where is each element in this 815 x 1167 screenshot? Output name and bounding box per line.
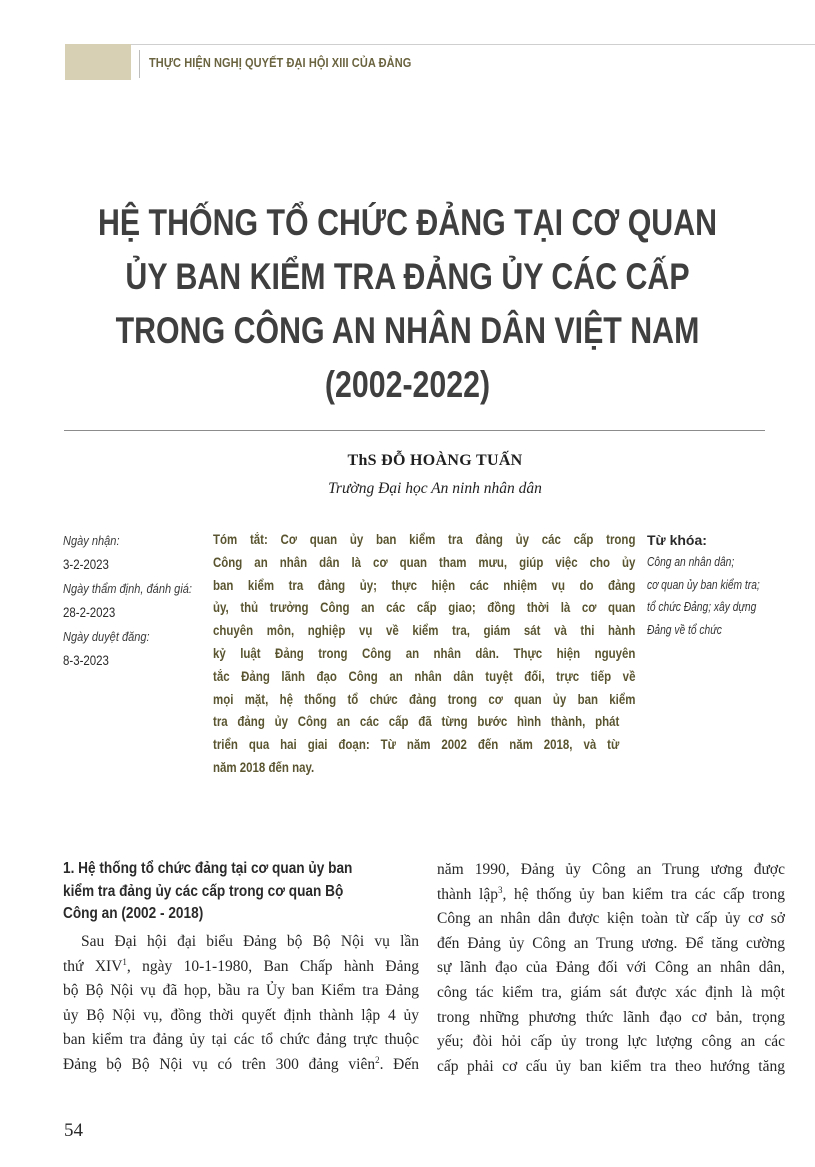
footnote-ref: 1 xyxy=(122,956,127,967)
body-text: thành lập xyxy=(437,885,498,903)
body-text: Đảng bộ Bộ Nội vụ có trên 300 đảng viên xyxy=(63,1055,376,1073)
body-line: bộ Bộ Nội vụ đã họp, bầu ra Ủy ban Kiểm tra Đảng xyxy=(63,982,419,1000)
reviewed-date: 28-2-2023 xyxy=(63,605,116,620)
article-dates xyxy=(63,529,213,673)
title-line: HỆ THỐNG TỔ CHỨC ĐẢNG TẠI CƠ QUAN xyxy=(97,202,718,243)
keyword-line: Công an nhân dân; xyxy=(647,555,735,569)
author-affiliation: Trường Đại học An ninh nhân dân xyxy=(328,480,542,497)
author-name: ThS ĐỖ HOÀNG TUẤN xyxy=(347,452,523,469)
body-column-right xyxy=(437,858,785,1079)
footnote-ref: 3 xyxy=(498,884,503,895)
body-line: sự lãnh đạo của Đảng đối với Công an nhân dân, xyxy=(437,959,785,977)
running-title: THỰC HIỆN NGHỊ QUYẾT ĐẠI HỘI XIII CỦA ĐẢNG xyxy=(149,56,412,70)
body-line: công tác kiểm tra, giám sát được xác định là một xyxy=(437,983,785,1001)
body-text: . Đến xyxy=(379,1055,419,1073)
body-line: ban kiểm tra đảng ủy tại các tổ chức đảng trực thuộc xyxy=(63,1031,419,1049)
header-divider xyxy=(139,50,140,78)
abstract-line: tắc Đảng lãnh đạo Công an nhân dân tuyệt đối, trực tiếp về xyxy=(213,668,636,684)
running-header xyxy=(65,44,815,80)
body-line: Công an nhân dân được kiện toàn từ cấp ủy cơ sở xyxy=(437,910,785,928)
abstract-line: chuyên môn, nghiệp vụ về kiểm tra, giám sát và thi hành xyxy=(213,623,636,639)
title-line: TRONG CÔNG AN NHÂN DÂN VIỆT NAM xyxy=(115,310,700,351)
abstract-line: Tóm tắt: Cơ quan ủy ban kiểm tra đảng ủy các cấp trong xyxy=(213,532,636,547)
header-rule xyxy=(131,44,815,45)
abstract-line: Công an nhân dân là cơ quan tham mưu, giúp việc cho ủy xyxy=(213,554,636,570)
body-line: Sau Đại hội đại biểu Đảng bộ Bộ Nội vụ lần xyxy=(81,933,419,950)
abstract-line: mọi mặt, hệ thống tổ chức đảng trong cơ quan ủy ban kiểm xyxy=(213,691,636,707)
body-line: cấp phải cơ cấu ủy ban kiểm tra theo hướng tăng xyxy=(437,1057,785,1075)
title-line: ỦY BAN KIỂM TRA ĐẢNG ỦY CÁC CẤP xyxy=(125,256,690,297)
body-line: yếu; đòi hỏi cấp ủy trong lực lượng công an các xyxy=(437,1033,785,1051)
header-color-tab xyxy=(65,44,131,80)
body-line: trong những phương thức lãnh đạo cơ bản, trọng xyxy=(437,1008,785,1026)
approved-label: Ngày duyệt đăng: xyxy=(63,629,150,644)
abstract-line: triển qua hai giai đoạn: Từ năm 2002 đến năm 2018, và từ xyxy=(213,737,620,753)
reviewed-label: Ngày thẩm định, đánh giá: xyxy=(63,581,193,596)
abstract-line: kỷ luật Đảng trong Công an nhân dân. Thực hiện nguyên xyxy=(213,645,636,661)
approved-date: 8-3-2023 xyxy=(63,653,109,668)
page-number: 54 xyxy=(64,1120,83,1141)
body-line: đến Đảng ủy Công an Trung ương. Để tăng cường xyxy=(437,934,785,952)
keyword-line: Đảng về tổ chức xyxy=(647,622,722,637)
body-line: năm 1990, Đảng ủy Công an Trung ương được xyxy=(437,861,785,878)
abstract-line: ủy, thủ trưởng Công an các cấp giao; đồng thời là cơ quan xyxy=(213,600,636,616)
section-heading-line: Công an (2002 - 2018) xyxy=(63,905,204,922)
body-text: thứ XIV xyxy=(63,957,123,975)
keywords xyxy=(647,529,807,641)
abstract-line: tra đảng ủy Công an các cấp đã từng bước hình thành, phát xyxy=(213,714,620,730)
abstract xyxy=(213,529,635,780)
section-heading-line: kiểm tra đảng ủy các cấp trong cơ quan Bộ xyxy=(63,882,344,900)
abstract-line: năm 2018 đến nay. xyxy=(213,759,315,775)
title-rule xyxy=(64,430,765,431)
received-label: Ngày nhận: xyxy=(63,533,120,548)
body-line: ủy Bộ Nội vụ, đồng thời quyết định thành lập 4 ủy xyxy=(63,1006,419,1024)
body-column-left xyxy=(63,930,419,1078)
keyword-line: tổ chức Đảng; xây dựng xyxy=(647,600,757,614)
body-text: , ngày 10-1-1980, Ban Chấp hành Đảng xyxy=(126,957,419,975)
body-line xyxy=(63,1053,419,1078)
title-line: (2002-2022) xyxy=(324,364,491,405)
section-heading-line: 1. Hệ thống tổ chức đảng tại cơ quan ủy ban xyxy=(63,860,353,877)
body-text: , hệ thống ủy ban kiểm tra các cấp trong xyxy=(502,885,785,903)
abstract-line: ban kiểm tra đảng ủy; thực hiện các nhiệm vụ do đảng xyxy=(213,577,636,593)
footnote-ref: 2 xyxy=(375,1054,380,1065)
keywords-title: Từ khóa: xyxy=(647,532,707,548)
body-line xyxy=(63,955,419,980)
received-date: 3-2-2023 xyxy=(63,557,109,572)
keyword-line: cơ quan ủy ban kiểm tra; xyxy=(647,577,760,592)
section-heading xyxy=(63,858,423,926)
body-line xyxy=(437,883,785,908)
article-title xyxy=(0,196,815,412)
